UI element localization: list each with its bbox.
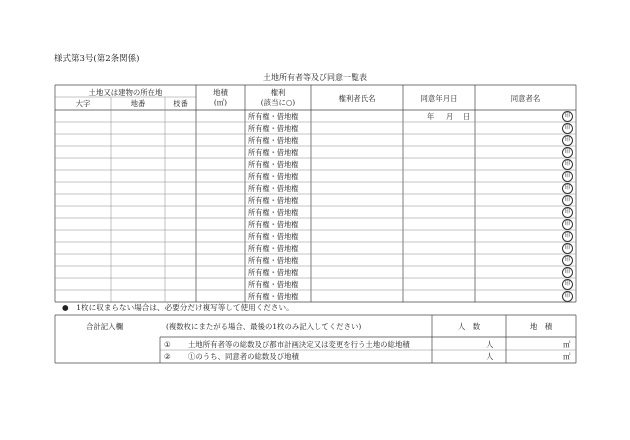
consent-date-template: 月 — [446, 111, 454, 121]
summary-row-1-area-unit: ㎡ — [563, 340, 571, 349]
summary-row-2-num: ② — [164, 352, 171, 361]
consent-date-template: 日 — [463, 111, 471, 121]
header-consent-date: 同意年月日 — [420, 94, 458, 103]
summary-area-header: 地 積 — [529, 322, 553, 331]
right-type-text: 所有権・借地権 — [248, 123, 299, 133]
seal-mark: 印 — [562, 279, 573, 290]
right-type-text: 所有権・借地権 — [248, 255, 299, 265]
right-type-text: 所有権・借地権 — [248, 147, 299, 157]
right-type-text: 所有権・借地権 — [248, 219, 299, 229]
seal-mark: 印 — [562, 231, 573, 242]
header-oaza: 大字 — [75, 99, 91, 108]
right-type-text: 所有権・借地権 — [248, 267, 299, 277]
seal-mark: 印 — [562, 183, 573, 194]
summary-row-1-num: ① — [164, 340, 171, 349]
header-consenter-name: 同意者名 — [510, 94, 541, 103]
seal-mark: 印 — [562, 159, 573, 170]
header-right-note: (該当に○) — [260, 98, 296, 107]
seal-mark: 印 — [562, 291, 573, 302]
seal-mark: 印 — [562, 255, 573, 266]
header-location-group: 土地又は建物の所在地 — [88, 88, 163, 97]
seal-mark: 印 — [562, 267, 573, 278]
right-type-text: 所有権・借地権 — [248, 291, 299, 301]
header-right: 権利 — [270, 88, 286, 97]
summary-count-header: 人 数 — [457, 322, 481, 331]
seal-mark: 印 — [562, 207, 573, 218]
header-area-unit: (㎡) — [213, 98, 228, 107]
seal-mark: 印 — [562, 147, 573, 158]
right-type-text: 所有権・借地権 — [248, 171, 299, 181]
header-chiban: 地番 — [130, 99, 146, 108]
seal-mark: 印 — [562, 111, 573, 122]
seal-mark: 印 — [562, 123, 573, 134]
summary-row-2-person-unit: 人 — [486, 352, 494, 361]
right-type-text: 所有権・借地権 — [248, 231, 299, 241]
seal-mark: 印 — [562, 243, 573, 254]
summary-row-2-area-unit: ㎡ — [563, 352, 571, 361]
summary-instruction: (複数枚にまたがる場合、最後の1枚のみ記入してください) — [166, 322, 362, 331]
right-type-text: 所有権・借地権 — [248, 243, 299, 253]
right-type-text: 所有権・借地権 — [248, 183, 299, 193]
right-type-text: 所有権・借地権 — [248, 135, 299, 145]
right-type-text: 所有権・借地権 — [248, 279, 299, 289]
header-edaban: 枝番 — [173, 99, 188, 108]
summary-row-1-text: 土地所有者等の総数及び都市計画決定又は変更を行う土地の総地積 — [188, 340, 410, 349]
summary-row-2-text: ①のうち、同意者の総数及び地積 — [188, 352, 299, 361]
form-number: 様式第3号(第2条関係) — [54, 54, 140, 64]
right-type-text: 所有権・借地権 — [248, 111, 299, 121]
consent-date-template: 年 — [427, 111, 435, 121]
header-area: 地積 — [213, 88, 228, 97]
right-type-text: 所有権・借地権 — [248, 195, 299, 205]
summary-row-1-person-unit: 人 — [486, 340, 494, 349]
seal-mark: 印 — [562, 219, 573, 230]
seal-mark: 印 — [562, 195, 573, 206]
seal-mark: 印 — [562, 171, 573, 182]
header-holder-name: 権利者氏名 — [338, 94, 376, 103]
right-type-text: 所有権・借地権 — [248, 159, 299, 169]
seal-mark: 印 — [562, 135, 573, 146]
right-type-text: 所有権・借地権 — [248, 207, 299, 217]
page-title: 土地所有者等及び同意一覧表 — [263, 73, 367, 82]
summary-label: 合計記入欄 — [86, 322, 123, 331]
note-text: ● 1枚に収まらない場合は、必要分だけ複写等して使用ください。 — [62, 303, 294, 312]
